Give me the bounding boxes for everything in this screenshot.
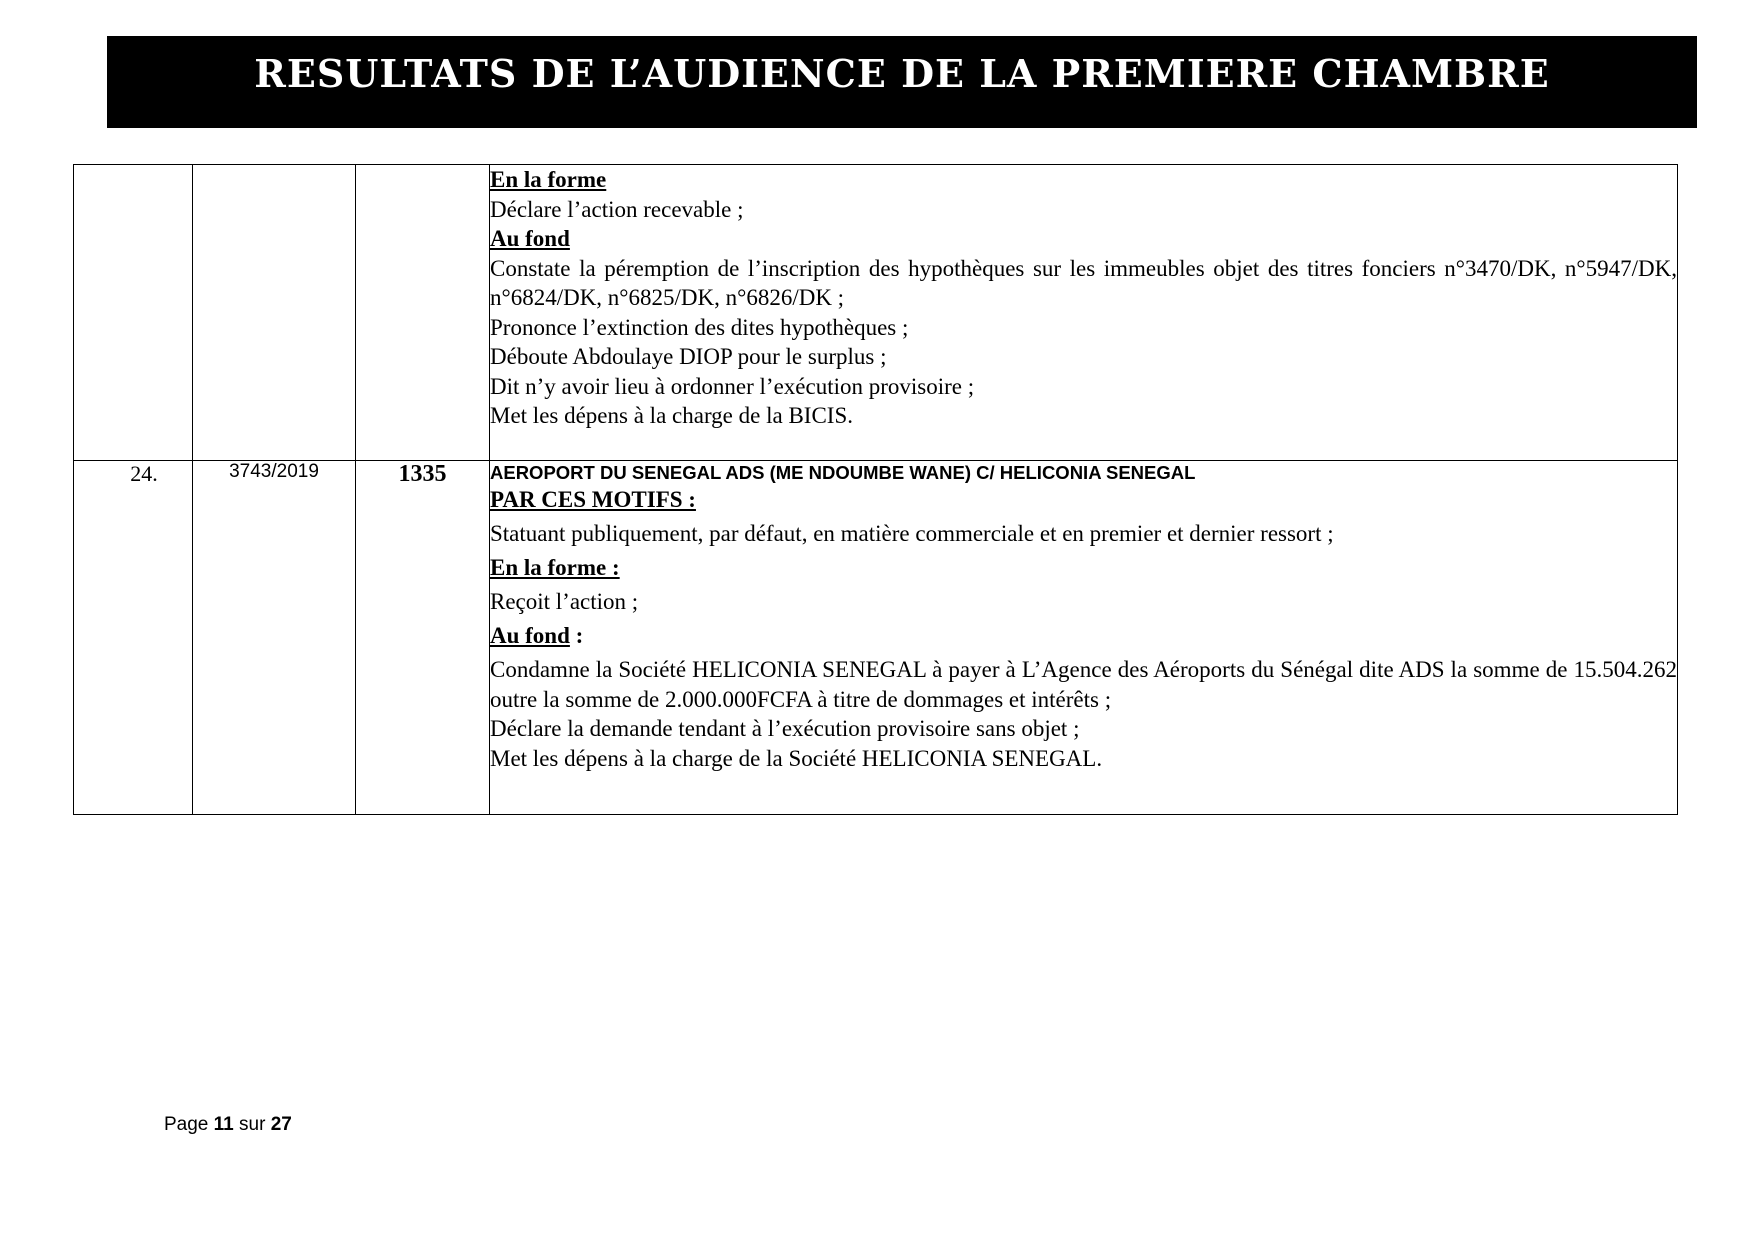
table-row <box>74 461 1678 815</box>
case-number-cell <box>74 165 193 461</box>
table-row <box>74 165 1678 461</box>
decision-line: Prononce l’extinction des dites hypothèques ; <box>490 314 909 340</box>
page-word: Page <box>164 1114 209 1135</box>
role-number-cell <box>193 165 356 461</box>
section-heading-forme: En la forme <box>490 167 607 192</box>
current-page-number: 11 <box>213 1114 234 1135</box>
decision-text-cell <box>490 165 1678 461</box>
results-table <box>73 164 1678 815</box>
page-footer <box>164 1114 292 1136</box>
decision-line: Constate la péremption de l’inscription des hypothèques sur les immeubles objet des titres fonciers n°3470/DK, n°5947/DK, n°6824/DK, n°6825/DK, n°6826/DK ; <box>490 255 1677 310</box>
section-heading-fond: Au fond <box>490 226 570 251</box>
section-heading-forme: En la forme : <box>490 555 620 580</box>
section-heading-motifs: PAR CES MOTIFS : <box>490 487 696 512</box>
decision-line: Met les dépens à la charge de la Société HELICONIA SENEGAL. <box>490 745 1103 771</box>
decision-number-cell: 1335 <box>356 461 490 815</box>
page-title: RESULTATS DE L’AUDIENCE DE LA PREMIERE CHAMBRE <box>254 50 1550 96</box>
decision-line: Déclare la demande tendant à l’exécution provisoire sans objet ; <box>490 716 1080 741</box>
decision-number-cell <box>356 165 490 461</box>
page-banner <box>107 36 1697 128</box>
decision-line: Déclare l’action recevable ; <box>490 196 744 222</box>
decision-text-cell <box>490 461 1678 815</box>
total-page-count: 27 <box>270 1114 292 1135</box>
decision-line: Déboute Abdoulaye DIOP pour le surplus ; <box>490 344 887 369</box>
sur-word: sur <box>239 1114 266 1135</box>
decision-line: Condamne la Société HELICONIA SENEGAL à payer à L’Agence des Aéroports du Sénégal dite ADS la somme de 15.504.262 outre la somme de 2.000.000FCFA à titre de dommages et intérêts ; <box>490 657 1677 712</box>
section-heading-fond-colon: : <box>569 623 584 648</box>
role-number-cell: 3743/2019 <box>193 461 356 815</box>
parties-title: AEROPORT DU SENEGAL ADS (ME NDOUMBE WANE) C/ HELICONIA SENEGAL <box>490 462 1196 483</box>
decision-line: Met les dépens à la charge de la BICIS. <box>490 403 853 428</box>
decision-line: Reçoit l’action ; <box>490 589 639 614</box>
case-number-cell: 24. <box>74 461 193 815</box>
decision-line: Statuant publiquement, par défaut, en matière commerciale et en premier et dernier ressort ; <box>490 521 1334 546</box>
section-heading-fond <box>490 621 1677 651</box>
decision-line: Dit n’y avoir lieu à ordonner l’exécution provisoire ; <box>490 373 975 399</box>
section-heading-fond-label: Au fond <box>490 623 570 648</box>
